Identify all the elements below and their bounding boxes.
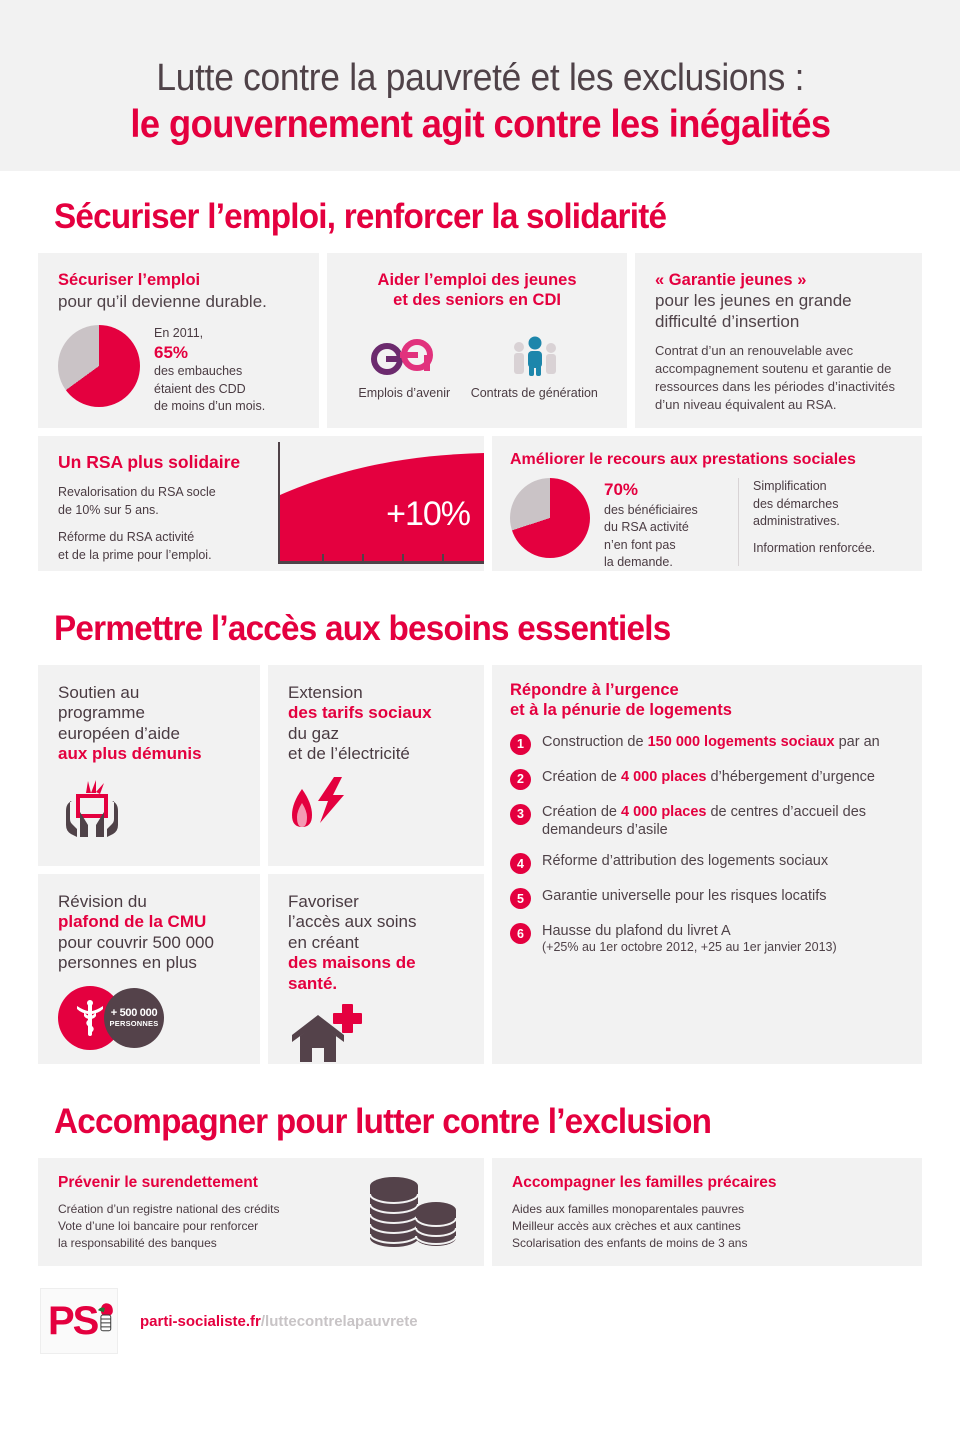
item-pre: Création de xyxy=(542,768,621,785)
prestations-line-1: du RSA activité xyxy=(604,520,689,535)
prestations-right-block xyxy=(753,478,875,557)
card-secure-employment xyxy=(38,253,319,428)
health-text xyxy=(288,892,464,994)
item-bold: 4 000 places xyxy=(621,803,707,820)
prestations-line-3: la demande. xyxy=(604,555,673,570)
families-line-1: Meilleur accès aux crèches et aux cantines xyxy=(512,1218,741,1233)
prestations-divider xyxy=(738,478,739,566)
section-essential-needs xyxy=(0,571,960,1064)
list-item xyxy=(510,922,904,954)
health-l2: l’accès aux soins xyxy=(288,912,417,932)
cmu-l2: plafond de la CMU xyxy=(58,912,207,932)
section3-title: Accompagner pour lutter contre l’exclusion xyxy=(54,1102,712,1141)
stat-line-2: de moins d’un mois. xyxy=(154,399,266,414)
ps-logo-text: PS xyxy=(48,1298,98,1343)
emplois-avenir-label: Emplois d’avenir xyxy=(358,385,451,400)
item-bold: 4 000 places xyxy=(621,768,707,785)
item-post: d’hébergement d’urgence xyxy=(706,768,875,785)
families-line-2: Scolarisation des enfants de moins de 3 ans xyxy=(512,1236,748,1251)
badge-bottom-text: PERSONNES xyxy=(109,1019,159,1029)
housing-heading-1: Répondre à l’urgence xyxy=(510,681,679,699)
contrats-generation-label: Contrats de génération xyxy=(470,385,598,400)
item-post: de centres d’accueil des demandeurs d’asile xyxy=(542,803,867,838)
pie-chart-rsa-nonrecours xyxy=(510,478,590,558)
list-item xyxy=(510,768,904,790)
pie-chart-cdd xyxy=(58,325,140,407)
energy-l2: des tarifs sociaux xyxy=(288,703,432,723)
card-prevent-debt xyxy=(38,1158,484,1266)
caduceus-icon xyxy=(73,998,107,1038)
card-secure-heading-pink: Sécuriser l’emploi xyxy=(58,271,201,289)
cmu-l3: pour couvrir 500 000 xyxy=(58,932,214,952)
card-secure-heading-dark: pour qu’il devienne durable. xyxy=(58,291,267,311)
page-title-line1: Lutte contre la pauvreté et les exclusions : xyxy=(156,57,804,100)
hands-food-box-icon xyxy=(58,777,126,837)
families-lines xyxy=(512,1201,902,1253)
energy-l3: du gaz xyxy=(288,723,340,743)
list-item-text: Réforme d’attribution des logements sociaux xyxy=(542,853,829,870)
section-secure-employment xyxy=(0,171,960,571)
list-item xyxy=(510,887,904,909)
list-item xyxy=(510,733,904,755)
stat-value-70: 70% xyxy=(604,480,639,500)
cmu-text xyxy=(58,892,240,974)
energy-l4: et de l’électricité xyxy=(288,744,410,764)
section2-row xyxy=(0,665,960,1064)
card-housing-urgency xyxy=(492,665,922,1064)
right-line-2: administratives. xyxy=(753,514,840,529)
energy-text xyxy=(288,683,464,765)
list-item-text: Garantie universelle pour les risques locatifs xyxy=(542,888,827,905)
families-heading: Accompagner les familles précaires xyxy=(512,1174,777,1191)
chart-tick-1 xyxy=(322,554,324,561)
garantie-heading-pink: « Garantie jeunes » xyxy=(655,271,807,289)
health-l3: en créant xyxy=(288,932,359,952)
stat-pre: En 2011, xyxy=(154,325,204,340)
prestations-heading: Améliorer le recours aux prestations sociales xyxy=(510,451,856,468)
garantie-heading-dark-1: pour les jeunes en grande xyxy=(655,290,852,310)
card-cmu xyxy=(38,874,260,1064)
rsa-para2-l2: et de la prime pour l’emploi. xyxy=(58,547,212,562)
section1-row2 xyxy=(0,436,960,571)
list-item-text xyxy=(542,803,904,840)
icon-block-contrats-generation xyxy=(462,335,608,400)
prestations-stat-block xyxy=(604,478,724,572)
prestations-line-0: des bénéficiaires xyxy=(604,502,698,517)
chart-x-axis xyxy=(278,561,484,564)
card-prestations-sociales xyxy=(492,436,922,571)
flame-lightning-icon xyxy=(288,777,352,837)
cmu-l4: personnes en plus xyxy=(58,953,197,973)
prestations-line-2: n’en font pas xyxy=(604,537,676,552)
health-l1: Favoriser xyxy=(288,892,359,911)
ps-logo[interactable] xyxy=(40,1288,118,1354)
item-pre: Construction de xyxy=(542,733,648,750)
card-energy-tariffs xyxy=(268,665,484,866)
card-maisons-sante xyxy=(268,874,484,1064)
list-item-text xyxy=(542,922,837,954)
item-sub: (+25% au 1er octobre 2012, +25 au 1er janvier 2013) xyxy=(542,940,837,955)
list-number-badge: 6 xyxy=(510,923,531,944)
rsa-heading: Un RSA plus solidaire xyxy=(58,452,241,472)
housing-heading-2: et à la pénurie de logements xyxy=(510,700,732,719)
list-number-badge: 2 xyxy=(510,769,531,790)
debt-line-1: Vote d’une loi bancaire pour renforcer xyxy=(58,1218,259,1233)
section1-row1 xyxy=(0,253,960,428)
section3-row xyxy=(0,1158,960,1266)
ea-logo-icon xyxy=(369,337,439,377)
list-item xyxy=(510,803,904,840)
rsa-para1-l2: de 10% sur 5 ans. xyxy=(58,502,159,517)
badge-500000-personnes xyxy=(104,988,164,1048)
item-pre: Hausse du plafond du livret A xyxy=(542,923,731,940)
food-text xyxy=(58,683,240,765)
card-support-families xyxy=(492,1158,922,1266)
section-accompany-exclusion xyxy=(0,1064,960,1266)
card-garantie-jeunes xyxy=(635,253,922,428)
debt-line-0: Création d’un registre national des crédits xyxy=(58,1201,280,1216)
icon-block-emplois-avenir xyxy=(347,337,461,400)
stat-line-1: étaient des CDD xyxy=(154,381,246,396)
food-l3: européen d’aide xyxy=(58,723,180,743)
section2-title: Permettre l’accès aux besoins essentiels xyxy=(54,609,671,648)
right-line-info: Information renforcée. xyxy=(753,540,876,555)
page-title-line2: le gouvernement agit contre les inégalités xyxy=(129,102,831,146)
footer-url[interactable] xyxy=(140,1313,418,1330)
chart-tick-4 xyxy=(442,554,444,561)
housing-measures-list xyxy=(510,733,904,955)
chart-tick-2 xyxy=(362,554,364,561)
card-youth-heading-2: et des seniors en CDI xyxy=(393,290,561,309)
chart-tick-3 xyxy=(402,554,404,561)
rsa-para2-l1: Réforme du RSA activité xyxy=(58,530,195,544)
card-food-aid xyxy=(38,665,260,866)
food-l2: programme xyxy=(58,703,145,723)
rsa-para2 xyxy=(58,529,278,564)
list-number-badge: 4 xyxy=(510,853,531,874)
list-number-badge: 1 xyxy=(510,734,531,755)
list-number-badge: 5 xyxy=(510,888,531,909)
item-pre: Création de xyxy=(542,803,621,820)
rose-fist-icon xyxy=(95,1301,117,1335)
energy-l1: Extension xyxy=(288,683,363,702)
card-youth-employment xyxy=(327,253,627,428)
item-bold: 150 000 logements sociaux xyxy=(647,733,835,750)
list-item-text xyxy=(542,768,875,786)
debt-lines xyxy=(58,1201,366,1253)
section1-title: Sécuriser l’emploi, renforcer la solidarité xyxy=(54,197,667,236)
health-l4: des maisons de santé. xyxy=(288,953,416,993)
area-chart-rsa-increase xyxy=(278,442,484,564)
footer-url-domain: parti-socialiste.fr xyxy=(140,1312,261,1330)
debt-heading: Prévenir le surendettement xyxy=(58,1174,258,1191)
list-item xyxy=(510,852,904,874)
cmu-badge-group xyxy=(58,986,240,1050)
house-medical-cross-icon xyxy=(288,1002,364,1064)
stat-line-0: des embauches xyxy=(154,364,243,379)
debt-line-2: la responsabilité des banques xyxy=(58,1236,217,1251)
families-line-0: Aides aux familles monoparentales pauvres xyxy=(512,1201,745,1216)
food-l4: aux plus démunis xyxy=(58,744,202,764)
garantie-heading-dark-2: difficulté d’insertion xyxy=(655,311,800,331)
chart-y-axis xyxy=(278,442,280,564)
chart-label-plus10: +10% xyxy=(386,495,470,533)
right-line-0: Simplification xyxy=(753,479,827,494)
garantie-body: Contrat d’un an renouvelable avec accompagnement soutenu et garantie de ressources dans les périodes d’inactivités d’un niveau équivalent au RSA. xyxy=(655,343,895,412)
food-l1: Soutien au xyxy=(58,683,140,702)
badge-top-text: + 500 000 xyxy=(110,1007,158,1020)
page-header xyxy=(0,0,960,171)
rsa-para1 xyxy=(58,484,278,519)
page-footer xyxy=(0,1266,960,1354)
person-group-icon xyxy=(506,335,562,377)
card-secure-stat-block xyxy=(154,325,265,416)
rsa-para1-l1: Revalorisation du RSA socle xyxy=(58,485,216,499)
list-number-badge: 3 xyxy=(510,804,531,825)
card-rsa-solidaire xyxy=(38,436,484,571)
right-line-1: des démarches xyxy=(753,496,839,511)
card-youth-heading-1: Aider l’emploi des jeunes xyxy=(377,271,577,289)
item-post: par an xyxy=(834,733,880,750)
list-item-text xyxy=(542,733,880,751)
footer-url-path: /luttecontrelapauvrete xyxy=(260,1312,418,1330)
cmu-l1: Révision du xyxy=(58,892,147,911)
coin-stacks-icon xyxy=(366,1172,458,1252)
stat-value-65: 65% xyxy=(154,343,189,363)
